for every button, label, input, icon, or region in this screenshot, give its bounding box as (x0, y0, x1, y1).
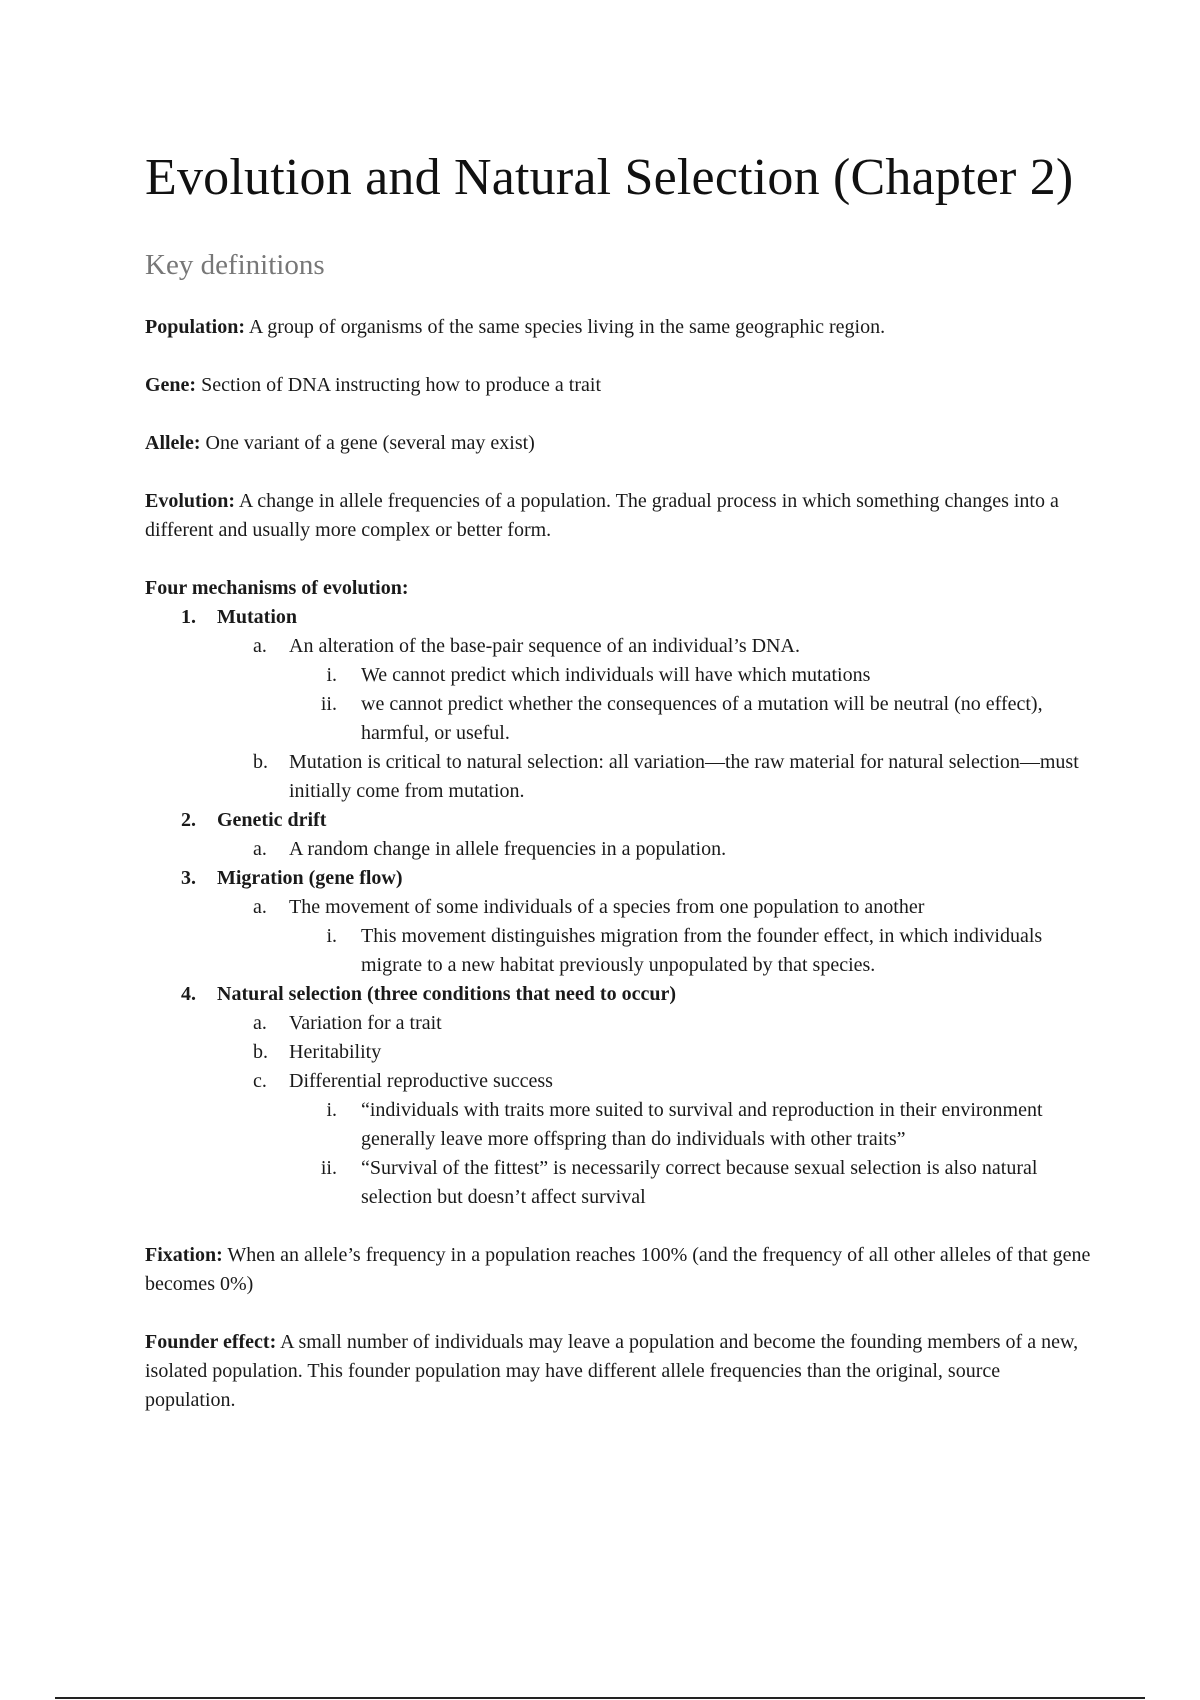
definition-top-2 (145, 429, 1095, 458)
mechanism-item (145, 864, 1095, 893)
sub-item-text: The movement of some individuals of a species from one population to another (289, 896, 925, 918)
list-marker: i. (326, 664, 337, 686)
definition-text: A small number of individuals may leave a population and become the founding members of a new, isolated population. This founder population may have different allele frequencies than the original, source population. (145, 1331, 1079, 1411)
sub-sub-item (145, 690, 1095, 748)
list-marker: b. (253, 751, 268, 773)
section-heading-key-definitions: Key definitions (145, 249, 325, 281)
sub-sub-item-text: We cannot predict which individuals will have which mutations (361, 664, 871, 686)
sub-item-text: An alteration of the base-pair sequence of an individual’s DNA. (289, 635, 800, 657)
list-marker: ii. (320, 1157, 337, 1179)
sub-item-text: A random change in allele frequencies in a population. (289, 838, 727, 860)
document-title: Evolution and Natural Selection (Chapter 2) (145, 149, 1074, 206)
definition-bottom-0 (145, 1241, 1095, 1299)
definition-text: A group of organisms of the same species living in the same geographic region. (245, 316, 886, 338)
list-marker: a. (253, 896, 267, 918)
sub-sub-item-text: we cannot predict whether the consequences of a mutation will be neutral (no effect), harmful, or useful. (361, 693, 1043, 744)
definition-top-3 (145, 487, 1095, 545)
mechanisms-list (145, 603, 1095, 1212)
mechanism-item (145, 980, 1095, 1009)
sub-sub-item (145, 661, 1095, 690)
definition-text: One variant of a gene (several may exist) (200, 432, 535, 454)
definition-term: Allele: (145, 432, 201, 454)
sub-item-text: Heritability (289, 1041, 382, 1063)
mechanism-label: Migration (gene flow) (217, 867, 403, 889)
mechanism-label: Genetic drift (217, 809, 327, 831)
definition-top-0 (145, 313, 1095, 342)
definition-term: Gene: (145, 374, 197, 396)
list-marker: i. (326, 925, 337, 947)
list-marker: b. (253, 1041, 268, 1063)
sub-sub-item-text: “individuals with traits more suited to survival and reproduction in their environment generally leave more offspring than do individuals with other traits” (361, 1099, 1043, 1150)
list-marker: 3. (181, 867, 196, 889)
definition-term: Evolution: (145, 490, 236, 512)
list-marker: a. (253, 1012, 267, 1034)
sub-item (145, 893, 1095, 922)
definition-term: Population: (145, 316, 246, 338)
list-marker: c. (253, 1070, 267, 1092)
mechanism-label: Natural selection (three conditions that need to occur) (217, 983, 677, 1005)
list-marker: 2. (181, 809, 196, 831)
definitions-top (145, 313, 1095, 545)
definition-top-1 (145, 371, 1095, 400)
definition-bottom-1 (145, 1328, 1095, 1415)
list-marker: a. (253, 635, 267, 657)
list-marker: 4. (181, 983, 196, 1005)
list-marker: ii. (320, 693, 337, 715)
sub-item (145, 1067, 1095, 1096)
sub-sub-item-text: “Survival of the fittest” is necessarily correct because sexual selection is also natural selection but doesn’t affect survival (361, 1157, 1038, 1208)
mechanisms-section (145, 574, 1095, 1212)
list-marker: i. (326, 1099, 337, 1121)
list-marker: 1. (181, 606, 196, 628)
mechanisms-heading: Four mechanisms of evolution: (145, 577, 409, 599)
sub-item-text: Mutation is critical to natural selection: all variation—the raw material for natural selection—must initially come from mutation. (289, 751, 1079, 802)
definition-term: Founder effect: (145, 1331, 277, 1353)
mechanism-label: Mutation (217, 606, 297, 628)
mechanism-item (145, 806, 1095, 835)
sub-item (145, 632, 1095, 661)
sub-sub-item (145, 1096, 1095, 1154)
list-marker: a. (253, 838, 267, 860)
mechanism-item (145, 603, 1095, 632)
document-page (145, 145, 1095, 1444)
definition-term: Fixation: (145, 1244, 223, 1266)
sub-sub-item-text: This movement distinguishes migration from the founder effect, in which individuals migrate to a new habitat previously unpopulated by that species. (361, 925, 1043, 976)
sub-sub-item (145, 1154, 1095, 1212)
footer-divider (55, 1697, 1145, 1699)
sub-item (145, 1009, 1095, 1038)
sub-item-text: Differential reproductive success (289, 1070, 553, 1092)
definitions-bottom (145, 1241, 1095, 1415)
sub-item (145, 748, 1095, 806)
sub-item (145, 1038, 1095, 1067)
definition-text: Section of DNA instructing how to produce a trait (196, 374, 602, 396)
definition-text: When an allele’s frequency in a population reaches 100% (and the frequency of all other alleles of that gene becomes 0%) (145, 1244, 1091, 1295)
sub-item-text: Variation for a trait (289, 1012, 442, 1034)
definition-text: A change in allele frequencies of a population. The gradual process in which something changes into a different and usually more complex or better form. (145, 490, 1059, 541)
sub-sub-item (145, 922, 1095, 980)
sub-item (145, 835, 1095, 864)
